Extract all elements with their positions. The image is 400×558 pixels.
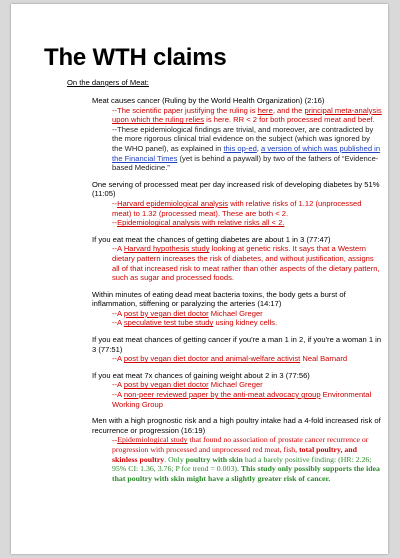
financial-times-link[interactable]: a version of which was published in the Financial Times bbox=[112, 143, 381, 163]
harvard-analysis-link[interactable]: Harvard epidemiological analysis bbox=[117, 198, 229, 208]
note-text: , bbox=[256, 143, 262, 153]
test-tube-study-link[interactable]: speculative test tube study bbox=[123, 318, 214, 328]
harvard-hypothesis-link[interactable]: Harvard hypothesis study bbox=[123, 244, 210, 254]
note-text: had a barely positive finding: (HR: 2.26; 95% CI: 1.36, 3.76; P for trend = 0.003). bbox=[112, 454, 372, 474]
claim-note: --Epidemiological analysis with relative risks all < 2. bbox=[112, 218, 285, 228]
note-text: --A bbox=[112, 354, 124, 364]
note-text: --A bbox=[112, 308, 124, 318]
note-text: --A bbox=[112, 390, 124, 400]
here-link[interactable]: here bbox=[257, 105, 273, 115]
claim-note bbox=[112, 106, 382, 125]
claim-heading: Meat causes cancer (Ruling by the World Health Organization) (2:16) bbox=[92, 96, 325, 105]
note-text: Neal Barnard bbox=[300, 354, 348, 364]
claim-heading: One serving of processed meat per day increased risk of developing diabetes by 51% (11:05) bbox=[92, 179, 380, 199]
note-text: --The scientific paper justifying the ruling is bbox=[112, 105, 258, 115]
claim-item bbox=[92, 335, 382, 364]
claim-note: --Harvard epidemiological analysis with relative risks of 1.12 (unprocessed meat) to 1.32 (processed meat). These are both < 2. bbox=[112, 198, 362, 218]
note-text: is here. RR < 2 for both processed meat and beef. bbox=[204, 115, 375, 125]
note-text: --A bbox=[112, 244, 124, 254]
claim-note bbox=[112, 380, 382, 390]
note-text: -- bbox=[112, 435, 118, 445]
note-text: This study only possibly supports the idea that poultry with skin might have a slightly greater risk of cancer. bbox=[112, 464, 380, 483]
claims-list bbox=[92, 96, 382, 490]
note-text: . Only bbox=[164, 454, 186, 464]
barnard-post-link[interactable]: post by vegan diet doctor and animal-welfare activist bbox=[123, 354, 301, 364]
note-text: using kidney cells. bbox=[213, 318, 278, 328]
claim-note bbox=[112, 318, 382, 328]
note-text: that found no association of prostate cancer recurrence or progression with processed and unprocessed red meat, fish, bbox=[112, 435, 369, 454]
op-ed-link[interactable]: this op-ed bbox=[223, 143, 257, 153]
vegan-doctor-post-link[interactable]: post by vegan diet doctor bbox=[123, 308, 209, 318]
claim-note bbox=[112, 125, 382, 173]
claim-note bbox=[112, 390, 382, 409]
note-text: with relative risks of 1.12 (unprocessed meat) to 1.32 (processed meat). These are both < 2. bbox=[112, 198, 362, 218]
claim-item bbox=[92, 235, 382, 283]
note-text: --A bbox=[112, 380, 124, 390]
claim-heading: If you eat meat the chances of getting diabetes are about 1 in 3 (77:47) bbox=[92, 234, 331, 244]
meta-analysis-link[interactable]: principal meta-analysis upon which the ruling relies bbox=[112, 105, 382, 125]
claim-item bbox=[92, 290, 382, 328]
note-text: , and the bbox=[272, 105, 305, 115]
note-text: looking at genetic risks. It says that a Western dietary pattern increases the risk of diabetes, and without justification, assigns all of that increased risk to meat rather than other aspects of the dietary pattern, such as sugar and processed foods. bbox=[112, 244, 380, 283]
claim-note bbox=[112, 309, 382, 319]
claim-note bbox=[112, 435, 382, 483]
note-text: --These epidemiological findings are trivial, and moreover, are contradicted by the more rigorous clinical trial evidence on the subject (which was ignored by the WHO panel), as explained in bbox=[112, 124, 374, 153]
note-text: Michael Greger bbox=[208, 308, 263, 318]
note-text: Environmental Working Group bbox=[112, 390, 372, 409]
page-title: The WTH claims bbox=[44, 44, 227, 71]
claim-heading: If you eat meat chances of getting cancer if you're a man 1 in 2, if you're a woman 1 in 3 (77:51) bbox=[92, 335, 382, 354]
epidemiological-study-link[interactable]: Epidemiological study bbox=[117, 435, 188, 445]
claim-heading: Within minutes of eating dead meat bacteria toxins, the body gets a burst of inflammation, stiffening or paralyzing the arteries (14:17) bbox=[92, 289, 346, 309]
note-text: total poultry, and skinless poultry bbox=[112, 445, 357, 464]
note-text: --A bbox=[112, 318, 124, 328]
claim-item bbox=[92, 180, 382, 228]
greger-post-link[interactable]: post by vegan diet doctor bbox=[123, 380, 209, 390]
claim-note bbox=[112, 244, 382, 282]
claim-note bbox=[112, 354, 382, 364]
claim-item bbox=[92, 371, 382, 409]
document-page bbox=[11, 4, 388, 554]
ewg-paper-link[interactable]: non-peer reviewed paper by the anti-meat advocacy group bbox=[123, 390, 321, 400]
section-heading: On the dangers of Meat: bbox=[67, 78, 149, 87]
claim-heading: If you eat meat 7x chances of gaining weight about 2 in 3 (77:56) bbox=[92, 370, 310, 380]
claim-item bbox=[92, 416, 382, 483]
claim-item bbox=[92, 96, 382, 173]
note-text: Michael Greger bbox=[208, 380, 263, 390]
note-text: (yet is behind a paywall) by two of the fathers of “Evidence-based Medicine.” bbox=[112, 153, 379, 173]
claim-heading: Men with a high prognostic risk and a high poultry intake had a 4-fold increased risk of recurrence or progression (16:19) bbox=[92, 416, 381, 435]
note-text: poultry with skin bbox=[185, 454, 243, 464]
epidemiological-analysis-link[interactable]: Epidemiological analysis with relative risks all < 2. bbox=[117, 218, 285, 228]
